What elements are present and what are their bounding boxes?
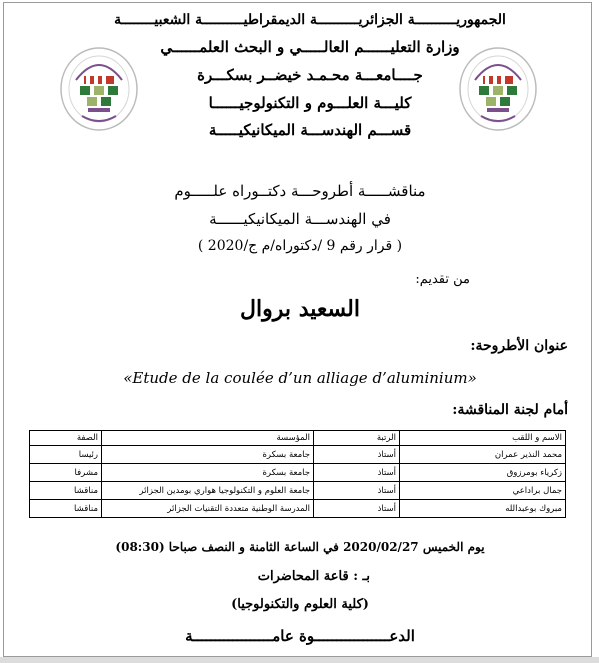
jury-member-role: مناقشا bbox=[30, 482, 102, 500]
column-header-name: الاسم و اللقب bbox=[400, 431, 566, 446]
defense-title: مناقشـــــة أطروحـــة دكتــوراه علـــــوم bbox=[174, 182, 426, 200]
presenter-label: من تقديم: bbox=[415, 272, 470, 287]
republic-line: الجمهوريــــــــــة الجزائريــــــــــة الديمقراطيــــــــــة الشعبيــــــــة bbox=[114, 12, 506, 28]
thesis-title: «Etude de la coulée d’un alliage d’aluminium» bbox=[123, 369, 477, 387]
university-logo-left bbox=[58, 46, 140, 132]
faculty-line: كليـــة العلـــوم و التكنولوجيــــــا bbox=[208, 94, 412, 112]
thesis-label: عنوان الأطروحة: bbox=[470, 338, 568, 354]
place-name: قاعة المحاضرات bbox=[257, 569, 349, 584]
university-seal-icon bbox=[58, 46, 140, 132]
university-logo-right bbox=[457, 46, 539, 132]
jury-label: أمام لجنة المناقشة: bbox=[452, 402, 568, 418]
jury-member-rank: أستاذ bbox=[314, 500, 400, 518]
table-row bbox=[30, 482, 566, 500]
jury-member-name: زكرياء بومرزوق bbox=[400, 464, 566, 482]
jury-table bbox=[29, 430, 566, 518]
decision-number: ( قرار رقم 9 /دكتوراه/م ج/2020 ) bbox=[197, 238, 403, 254]
jury-member-name: مبروك بوعبدالله bbox=[400, 500, 566, 518]
jury-member-institution: جامعة بسكرة bbox=[102, 464, 314, 482]
jury-member-rank: أستاذ bbox=[314, 446, 400, 464]
jury-member-name: محمد النذير عمران bbox=[400, 446, 566, 464]
column-header-rank: الرتبة bbox=[314, 431, 400, 446]
specialty-line: في الهندســـة الميكانيكيــــــة bbox=[209, 210, 391, 228]
university-line: جــــامعـــة محـمـد خيضــر بسكـــرة bbox=[197, 66, 423, 84]
public-invitation: الدعـــــــــــــــــوة عامــــــــــــــــــة bbox=[185, 627, 415, 645]
column-header-institution: المؤسسة bbox=[102, 431, 314, 446]
jury-member-institution: جامعة بسكرة bbox=[102, 446, 314, 464]
defense-place bbox=[250, 569, 370, 584]
jury-member-role: مشرفا bbox=[30, 464, 102, 482]
department-line: قســـم الهندســـة الميكانيكيـــــة bbox=[208, 121, 412, 139]
presenter-name: السعيد بروال bbox=[240, 296, 360, 322]
jury-table-header bbox=[30, 431, 566, 446]
place-prefix: بـ : bbox=[353, 569, 370, 584]
column-header-role: الصفة bbox=[30, 431, 102, 446]
jury-member-name: جمال براداعي bbox=[400, 482, 566, 500]
table-row bbox=[30, 464, 566, 482]
window-bottom-bar bbox=[0, 657, 599, 663]
jury-member-rank: أستاذ bbox=[314, 482, 400, 500]
defense-datetime: يوم الخميس 2020/02/27 في الساعة الثامنة و النصف صباحا (08:30) bbox=[115, 540, 485, 554]
defense-building: (كلية العلوم والتكنولوجيا) bbox=[231, 597, 369, 612]
jury-member-institution: المدرسة الوطنية متعددة التقنيات الجزائر bbox=[102, 500, 314, 518]
jury-member-institution: جامعة العلوم و التكنولوجيا هواري بومدين الجزائر bbox=[102, 482, 314, 500]
university-seal-icon bbox=[457, 46, 539, 132]
table-row bbox=[30, 446, 566, 464]
jury-member-role: رئيسا bbox=[30, 446, 102, 464]
jury-member-rank: أستاذ bbox=[314, 464, 400, 482]
jury-member-role: مناقشا bbox=[30, 500, 102, 518]
table-row bbox=[30, 500, 566, 518]
ministry-line: وزارة التعليــــــم العالـــــي و البحث العلمــــــي bbox=[160, 38, 460, 56]
